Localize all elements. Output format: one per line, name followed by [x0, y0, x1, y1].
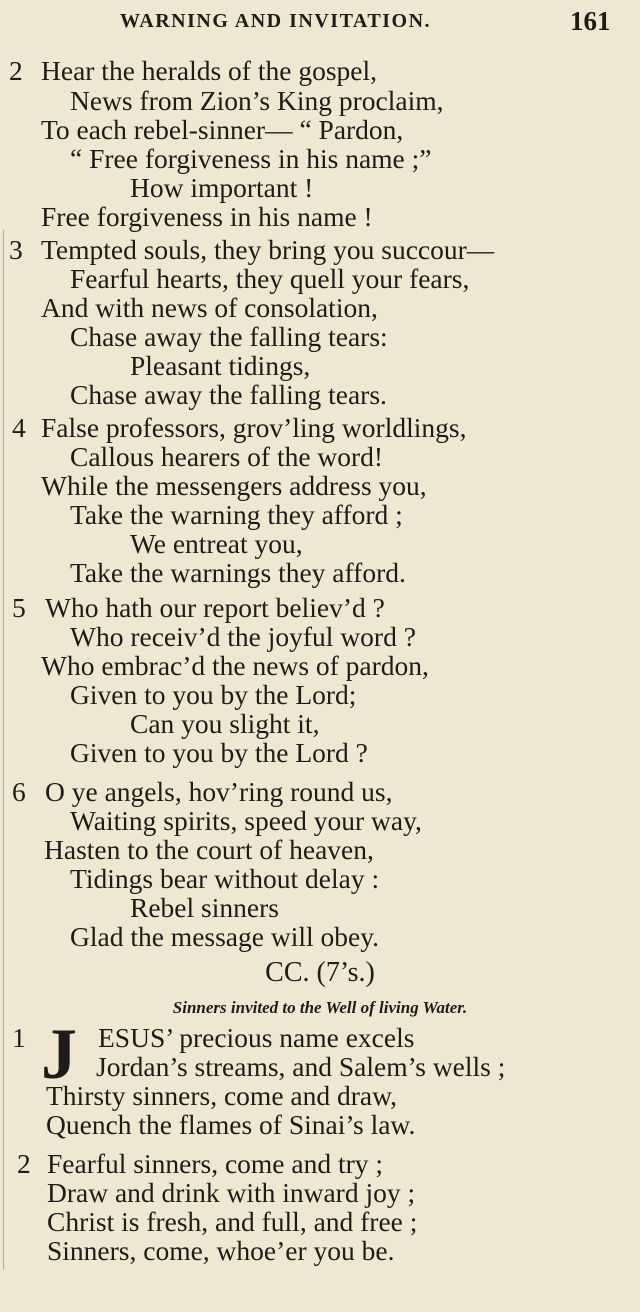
verse-number: 6	[12, 776, 26, 807]
verse-line: Quench the flames of Sinai’s law.	[46, 1109, 416, 1140]
running-header: WARNING AND INVITATION.	[120, 10, 432, 32]
verse-line: We entreat you,	[130, 528, 303, 559]
verse-number: 2	[9, 55, 23, 86]
verse-line: To each rebel-sinner— “ Pardon,	[41, 114, 404, 145]
verse-line: Hear the heralds of the gospel,	[41, 55, 377, 86]
verse-line: Who hath our report believ’d ?	[45, 592, 385, 623]
verse-line: Christ is fresh, and full, and free ;	[47, 1206, 418, 1237]
verse-line: While the messengers address you,	[41, 470, 427, 501]
verse-line: How important !	[130, 172, 314, 203]
verse-number: 3	[9, 234, 23, 265]
verse-number: 4	[12, 412, 26, 443]
verse-line: Waiting spirits, speed your way,	[70, 805, 422, 836]
verse-line: Chase away the falling tears:	[70, 321, 388, 352]
verse-line: Can you slight it,	[130, 708, 320, 739]
verse-line: Fearful hearts, they quell your fears,	[70, 263, 470, 294]
verse-number: 5	[12, 592, 26, 623]
page-number: 161	[570, 6, 611, 36]
verse-line: Hasten to the court of heaven,	[44, 834, 374, 865]
hymn-subtitle: Sinners invited to the Well of living Water.	[172, 998, 468, 1017]
verse-line: Given to you by the Lord ?	[70, 737, 368, 768]
verse-line: Given to you by the Lord;	[70, 679, 357, 710]
verse-line: Free forgiveness in his name !	[41, 201, 373, 232]
verse-line: Rebel sinners	[130, 892, 279, 923]
verse-line: Sinners, come, whoe’er you be.	[47, 1235, 395, 1266]
verse-line: “ Free forgiveness in his name ;”	[70, 143, 432, 174]
verse-line: Who embrac’d the news of pardon,	[41, 650, 429, 681]
verse-line: Glad the message will obey.	[70, 921, 380, 952]
hymn-number: CC. (7’s.)	[265, 957, 375, 988]
verse-line: Thirsty sinners, come and draw,	[46, 1080, 398, 1111]
verse-line: Tidings bear without delay :	[70, 863, 380, 894]
verse-line: False professors, grov’ling worldlings,	[41, 412, 467, 443]
verse-line: And with news of consolation,	[41, 292, 378, 323]
drop-cap-letter: J	[41, 1014, 77, 1094]
verse-line: Who receiv’d the joyful word ?	[70, 621, 416, 652]
verse-line: Pleasant tidings,	[130, 350, 311, 381]
verse-line: Tempted souls, they bring you succour—	[41, 234, 495, 265]
verse-number: 1	[12, 1022, 26, 1053]
verse-line: ESUS’ precious name excels	[98, 1022, 415, 1053]
verse-line: Draw and drink with inward joy ;	[47, 1177, 416, 1208]
verse-line: Take the warning they afford ;	[70, 499, 403, 530]
verse-line: Take the warnings they afford.	[70, 557, 406, 588]
verse-number: 2	[17, 1148, 31, 1179]
page-edge-rule	[3, 230, 4, 1270]
verse-line: Callous hearers of the word!	[70, 441, 384, 472]
verse-line: News from Zion’s King proclaim,	[70, 85, 444, 116]
verse-line: Chase away the falling tears.	[70, 379, 387, 410]
verse-line: Fearful sinners, come and try ;	[47, 1148, 384, 1179]
verse-line: Jordan’s streams, and Salem’s wells ;	[96, 1051, 506, 1082]
verse-line: O ye angels, hov’ring round us,	[45, 776, 393, 807]
